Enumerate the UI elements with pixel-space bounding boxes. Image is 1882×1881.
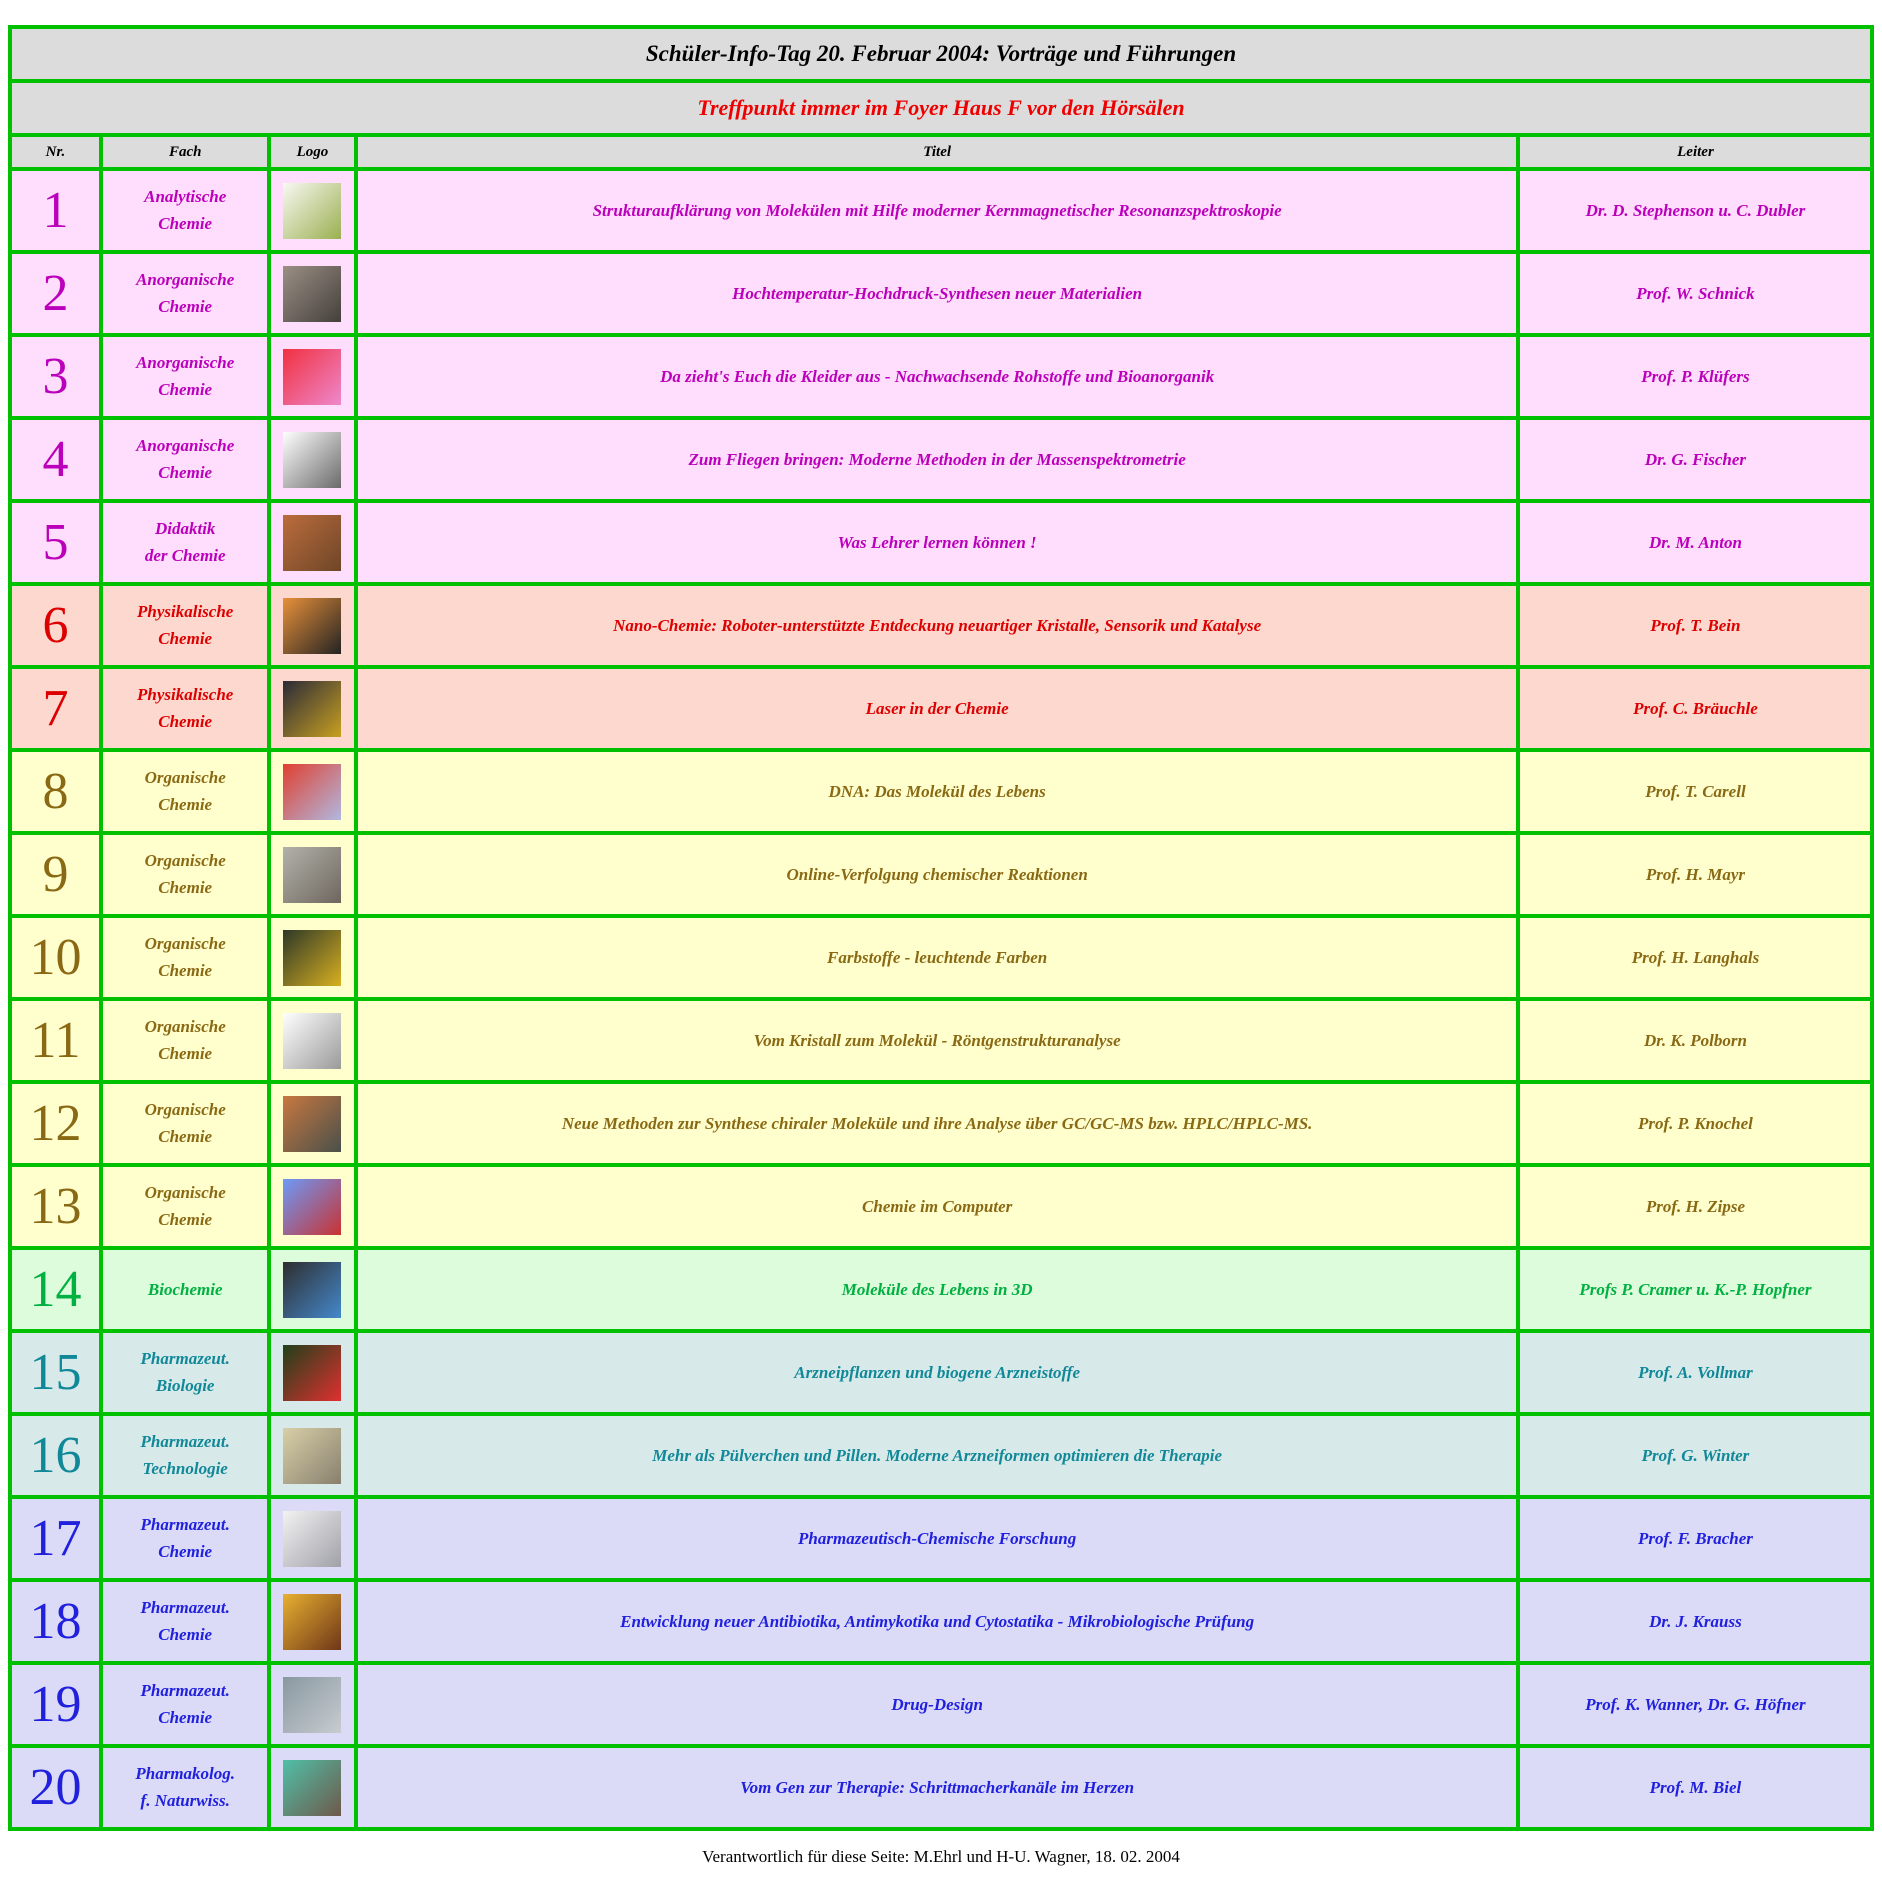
- lecture-leader: Prof. H. Mayr: [1518, 833, 1872, 916]
- glassware-photo: [283, 1096, 341, 1152]
- row-number: 5: [10, 501, 102, 584]
- lecture-leader: Prof. C. Bräuchle: [1518, 667, 1872, 750]
- subject-line-2: f. Naturwiss.: [140, 1791, 230, 1810]
- subject-label: [101, 1663, 269, 1746]
- instrument-photo: [283, 847, 341, 903]
- lecture-leader: Prof. H. Langhals: [1518, 916, 1872, 999]
- col-header-logo: Logo: [269, 135, 356, 169]
- subject-line-1: Pharmazeut.: [140, 1432, 230, 1451]
- table-row: [10, 501, 1873, 584]
- red-apparatus-photo: [283, 349, 341, 405]
- lecture-title: Moleküle des Lebens in 3D: [356, 1248, 1519, 1331]
- subject-line-1: Pharmazeut.: [140, 1681, 230, 1700]
- subject-line-2: Chemie: [158, 380, 213, 399]
- molecule-structure-icon: [283, 183, 341, 239]
- lecture-title: DNA: Das Molekül des Lebens: [356, 750, 1519, 833]
- row-number: 8: [10, 750, 102, 833]
- row-number: 3: [10, 335, 102, 418]
- medicinal-plant-photo: [283, 1345, 341, 1401]
- row-number: 13: [10, 1165, 102, 1248]
- table-row: [10, 169, 1873, 252]
- table-row: [10, 1165, 1873, 1248]
- table-row: [10, 916, 1873, 999]
- subject-line-2: Chemie: [158, 1542, 213, 1561]
- lecture-title: Drug-Design: [356, 1663, 1519, 1746]
- subject-label: [101, 1165, 269, 1248]
- lecture-leader: Prof. T. Carell: [1518, 750, 1872, 833]
- row-number: 7: [10, 667, 102, 750]
- subject-label: [101, 750, 269, 833]
- lecture-title: Chemie im Computer: [356, 1165, 1519, 1248]
- table-row: [10, 1497, 1873, 1580]
- subject-line-1: Pharmazeut.: [140, 1598, 230, 1617]
- subject-line-1: Anorganische: [136, 353, 235, 372]
- table-row: [10, 252, 1873, 335]
- subject-label: [101, 1497, 269, 1580]
- subject-line-2: Chemie: [158, 297, 213, 316]
- subject-line-1: Pharmazeut.: [140, 1515, 230, 1534]
- subject-line-2: Technologie: [142, 1459, 228, 1478]
- lecture-title: Da zieht's Euch die Kleider aus - Nachwachsende Rohstoffe und Bioanorganik: [356, 335, 1519, 418]
- lecture-leader: Prof. P. Knochel: [1518, 1082, 1872, 1165]
- lecture-title: Pharmazeutisch-Chemische Forschung: [356, 1497, 1519, 1580]
- row-number: 6: [10, 584, 102, 667]
- subject-line-2: Biologie: [155, 1376, 215, 1395]
- logo-cell: [269, 584, 356, 667]
- subject-line-1: Biochemie: [147, 1279, 223, 1299]
- dye-sample-photo: [283, 930, 341, 986]
- lecture-leader: Dr. D. Stephenson u. C. Dubler: [1518, 169, 1872, 252]
- table-row: [10, 1580, 1873, 1663]
- lecture-leader: Profs P. Cramer u. K.-P. Hopfner: [1518, 1248, 1872, 1331]
- row-number: 20: [10, 1746, 102, 1829]
- logo-cell: [269, 1663, 356, 1746]
- schedule-table: [8, 25, 1875, 1831]
- lab-researcher-photo: [283, 1677, 341, 1733]
- logo-cell: [269, 1746, 356, 1829]
- subject-label: [101, 1746, 269, 1829]
- table-row: [10, 1082, 1873, 1165]
- subject-label: [101, 1248, 269, 1331]
- lecture-leader: Prof. A. Vollmar: [1518, 1331, 1872, 1414]
- logo-cell: [269, 169, 356, 252]
- subject-label: [101, 252, 269, 335]
- logo-cell: [269, 916, 356, 999]
- logo-cell: [269, 1580, 356, 1663]
- logo-cell: [269, 418, 356, 501]
- subject-line-2: Chemie: [158, 712, 213, 731]
- logo-cell: [269, 667, 356, 750]
- logo-cell: [269, 833, 356, 916]
- crystal-lattice-icon: [283, 598, 341, 654]
- row-number: 15: [10, 1331, 102, 1414]
- subject-line-2: Chemie: [158, 1127, 213, 1146]
- lecture-title: Zum Fliegen bringen: Moderne Methoden in der Massenspektrometrie: [356, 418, 1519, 501]
- dna-helix-icon: [283, 764, 341, 820]
- logo-cell: [269, 1414, 356, 1497]
- table-row: [10, 1663, 1873, 1746]
- subject-line-1: Didaktik: [154, 519, 216, 538]
- lecture-title: Strukturaufklärung von Molekülen mit Hilfe moderner Kernmagnetischer Resonanzspektroskopie: [356, 169, 1519, 252]
- subject-label: [101, 999, 269, 1082]
- subject-line-1: Anorganische: [136, 270, 235, 289]
- subject-line-2: Chemie: [158, 463, 213, 482]
- subject-line-1: Physikalische: [137, 602, 234, 621]
- petri-dish-photo: [283, 1594, 341, 1650]
- table-row: [10, 584, 1873, 667]
- lecture-title: Vom Gen zur Therapie: Schrittmacherkanäle im Herzen: [356, 1746, 1519, 1829]
- logo-cell: [269, 999, 356, 1082]
- lecture-leader: Prof. H. Zipse: [1518, 1165, 1872, 1248]
- subject-label: [101, 667, 269, 750]
- table-row: [10, 1746, 1873, 1829]
- row-number: 14: [10, 1248, 102, 1331]
- furnace-lab-photo: [283, 266, 341, 322]
- lecture-title: Was Lehrer lernen können !: [356, 501, 1519, 584]
- row-number: 9: [10, 833, 102, 916]
- lecture-leader: Dr. K. Polborn: [1518, 999, 1872, 1082]
- subject-line-1: Organische: [144, 1100, 226, 1119]
- col-header-fach: Fach: [101, 135, 269, 169]
- lecture-leader: Prof. T. Bein: [1518, 584, 1872, 667]
- logo-cell: [269, 501, 356, 584]
- monitor-researcher-photo: [283, 1262, 341, 1318]
- subject-line-1: Organische: [144, 934, 226, 953]
- row-number: 17: [10, 1497, 102, 1580]
- row-number: 18: [10, 1580, 102, 1663]
- table-row: [10, 1414, 1873, 1497]
- table-row: [10, 418, 1873, 501]
- subject-line-1: Pharmakolog.: [135, 1764, 236, 1783]
- subject-label: [101, 335, 269, 418]
- lecture-title: Mehr als Pülverchen und Pillen. Moderne Arzneiformen optimieren die Therapie: [356, 1414, 1519, 1497]
- lecture-leader: Dr. G. Fischer: [1518, 418, 1872, 501]
- laser-lab-photo: [283, 681, 341, 737]
- lab-equipment-photo: [283, 1760, 341, 1816]
- lecture-leader: Prof. M. Biel: [1518, 1746, 1872, 1829]
- subject-label: [101, 584, 269, 667]
- col-header-nr: Nr.: [10, 135, 102, 169]
- table-row: [10, 1248, 1873, 1331]
- subject-line-2: Chemie: [158, 878, 213, 897]
- row-number: 10: [10, 916, 102, 999]
- subject-label: [101, 916, 269, 999]
- table-row: [10, 833, 1873, 916]
- lecture-leader: Prof. K. Wanner, Dr. G. Höfner: [1518, 1663, 1872, 1746]
- row-number: 11: [10, 999, 102, 1082]
- subject-label: [101, 833, 269, 916]
- molecule-model-icon: [283, 1511, 341, 1567]
- row-number: 16: [10, 1414, 102, 1497]
- column-header-row: [10, 135, 1873, 169]
- footer-note: Verantwortlich für diese Seite: M.Ehrl und H-U. Wagner, 18. 02. 2004: [702, 1847, 1180, 1866]
- subject-line-2: Chemie: [158, 961, 213, 980]
- lecture-title: Entwicklung neuer Antibiotika, Antimykotika und Cytostatika - Mikrobiologische Prüfung: [356, 1580, 1519, 1663]
- page-title: Schüler-Info-Tag 20. Februar 2004: Vorträge und Führungen: [10, 27, 1873, 81]
- subject-line-2: Chemie: [158, 1625, 213, 1644]
- lecture-title: Arzneipflanzen und biogene Arzneistoffe: [356, 1331, 1519, 1414]
- logo-cell: [269, 252, 356, 335]
- logo-cell: [269, 1331, 356, 1414]
- row-number: 4: [10, 418, 102, 501]
- subject-line-1: Organische: [144, 768, 226, 787]
- mortar-pestle-photo: [283, 1428, 341, 1484]
- subject-label: [101, 1414, 269, 1497]
- lecture-leader: Dr. J. Krauss: [1518, 1580, 1872, 1663]
- logo-cell: [269, 335, 356, 418]
- subject-line-2: Chemie: [158, 629, 213, 648]
- lecture-leader: Prof. F. Bracher: [1518, 1497, 1872, 1580]
- row-number: 19: [10, 1663, 102, 1746]
- lecture-title: Hochtemperatur-Hochdruck-Synthesen neuer Materialien: [356, 252, 1519, 335]
- table-body: [10, 169, 1873, 1829]
- lecture-title: Online-Verfolgung chemischer Reaktionen: [356, 833, 1519, 916]
- subject-label: [101, 169, 269, 252]
- subtitle-row: [10, 81, 1873, 135]
- crystal-structure-drawing-icon: [283, 1013, 341, 1069]
- logo-cell: [269, 1165, 356, 1248]
- lecture-title: Laser in der Chemie: [356, 667, 1519, 750]
- subject-label: [101, 1331, 269, 1414]
- computer-molecule-screen-icon: [283, 1179, 341, 1235]
- table-row: [10, 1331, 1873, 1414]
- col-header-titel: Titel: [356, 135, 1519, 169]
- subject-line-1: Anorganische: [136, 436, 235, 455]
- subject-line-1: Physikalische: [137, 685, 234, 704]
- subject-line-1: Organische: [144, 1183, 226, 1202]
- subject-line-2: Chemie: [158, 1044, 213, 1063]
- page-subtitle: Treffpunkt immer im Foyer Haus F vor den Hörsälen: [10, 81, 1873, 135]
- subject-line-1: Organische: [144, 1017, 226, 1036]
- lecture-title: Neue Methoden zur Synthese chiraler Moleküle und ihre Analyse über GC/GC-MS bzw. HPLC/HPLC-MS.: [356, 1082, 1519, 1165]
- lecture-title: Farbstoffe - leuchtende Farben: [356, 916, 1519, 999]
- subject-label: [101, 1580, 269, 1663]
- title-row: [10, 27, 1873, 81]
- subject-line-1: Pharmazeut.: [140, 1349, 230, 1368]
- logo-cell: [269, 1082, 356, 1165]
- subject-label: [101, 418, 269, 501]
- row-number: 2: [10, 252, 102, 335]
- subject-label: [101, 501, 269, 584]
- table-row: [10, 335, 1873, 418]
- subject-line-2: der Chemie: [144, 546, 226, 565]
- logo-cell: [269, 1497, 356, 1580]
- table-row: [10, 667, 1873, 750]
- mass-spectrometry-schematic-icon: [283, 432, 341, 488]
- subject-line-2: Chemie: [158, 1210, 213, 1229]
- subject-line-1: Analytische: [144, 187, 227, 206]
- lecture-leader: Prof. W. Schnick: [1518, 252, 1872, 335]
- table-row: [10, 999, 1873, 1082]
- col-header-leiter: Leiter: [1518, 135, 1872, 169]
- subject-line-2: Chemie: [158, 214, 213, 233]
- subject-label: [101, 1082, 269, 1165]
- row-number: 1: [10, 169, 102, 252]
- logo-cell: [269, 750, 356, 833]
- subject-line-2: Chemie: [158, 795, 213, 814]
- lecture-leader: Dr. M. Anton: [1518, 501, 1872, 584]
- lecture-title: Vom Kristall zum Molekül - Röntgenstrukturanalyse: [356, 999, 1519, 1082]
- subject-line-2: Chemie: [158, 1708, 213, 1727]
- classroom-photo: [283, 515, 341, 571]
- lecture-leader: Prof. G. Winter: [1518, 1414, 1872, 1497]
- lecture-leader: Prof. P. Klüfers: [1518, 335, 1872, 418]
- row-number: 12: [10, 1082, 102, 1165]
- lecture-title: Nano-Chemie: Roboter-unterstützte Entdeckung neuartiger Kristalle, Sensorik und Katalyse: [356, 584, 1519, 667]
- logo-cell: [269, 1248, 356, 1331]
- table-row: [10, 750, 1873, 833]
- subject-line-1: Organische: [144, 851, 226, 870]
